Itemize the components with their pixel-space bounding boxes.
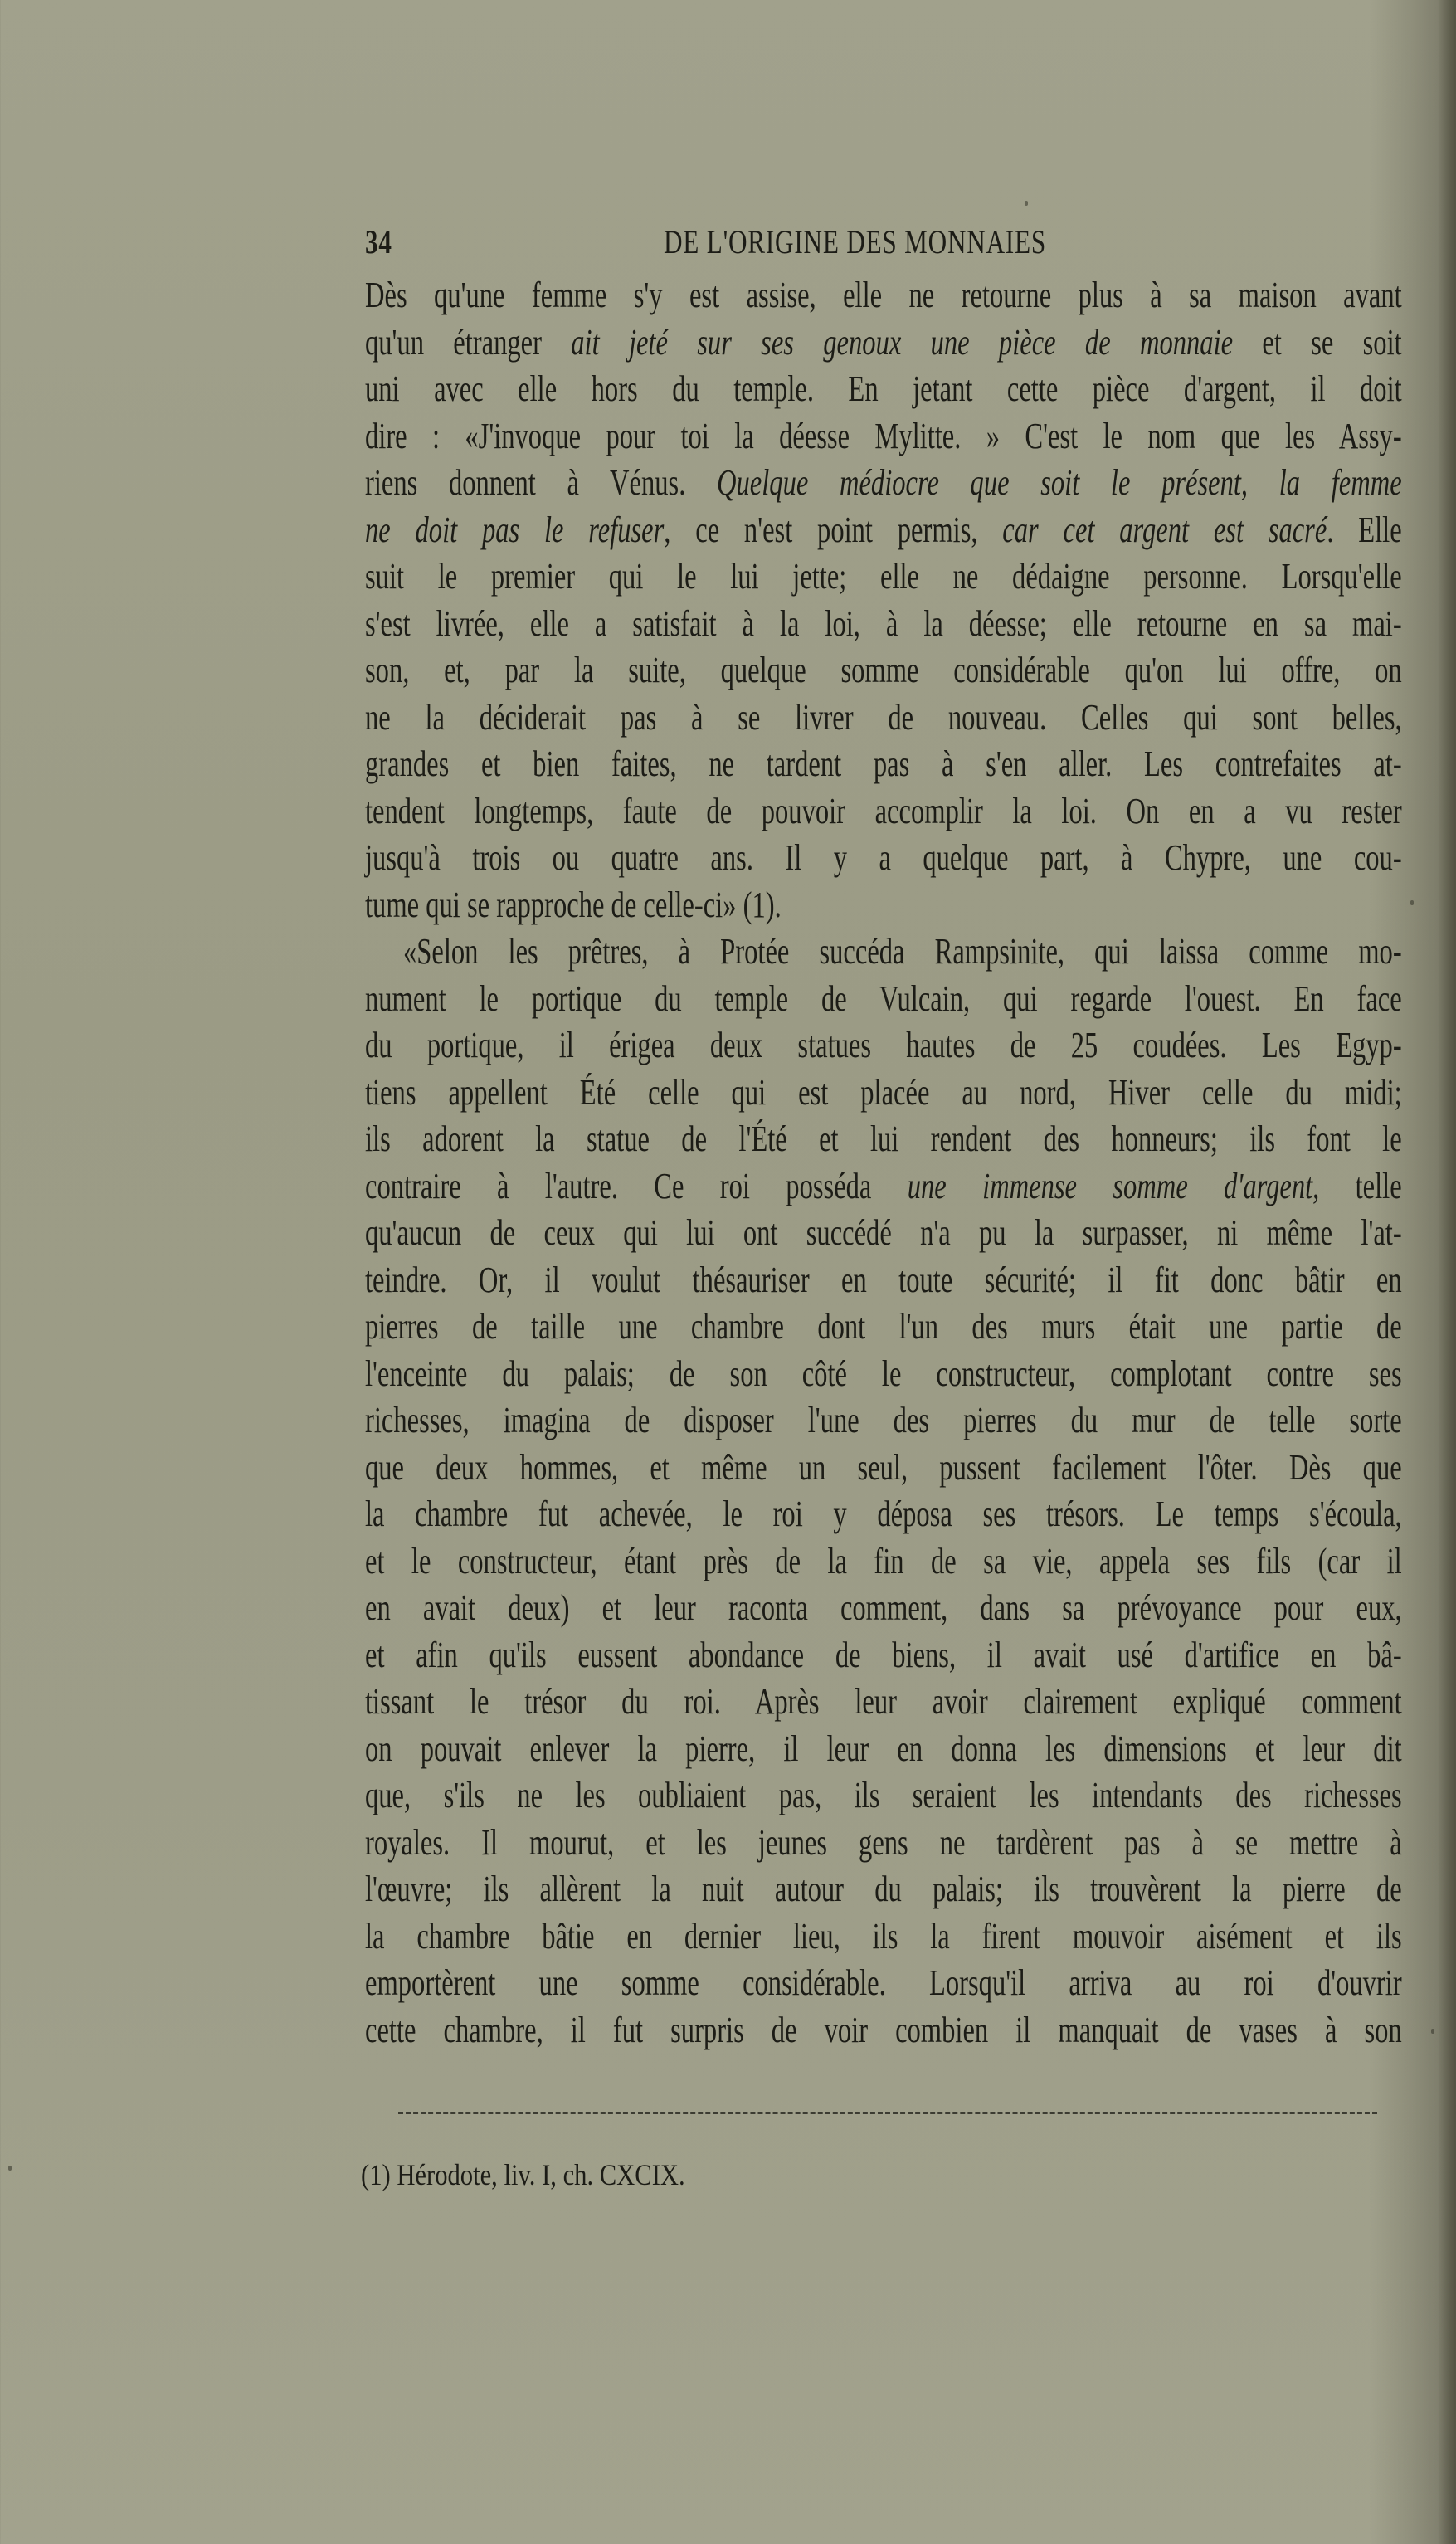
text-line-content [365, 413, 1402, 461]
text-line-content [365, 1445, 1402, 1492]
text-line [365, 1866, 1402, 1913]
text-line [365, 1960, 1402, 2007]
text-line-content [365, 1070, 1402, 1117]
text-line [365, 1210, 1402, 1257]
text-line-content [365, 1913, 1402, 1961]
speck [1431, 2029, 1434, 2034]
text-line [365, 647, 1402, 694]
text-run: emportèrent une somme considérable. Lorsqu'il arriva au roi d'ouvrir [365, 1962, 1402, 2003]
text-line [365, 507, 1402, 554]
text-line-content [365, 694, 1402, 742]
text-line [365, 928, 1402, 976]
text-line [365, 553, 1402, 601]
text-line [365, 741, 1402, 788]
text-run: la chambre fut achevée, le roi y déposa ses trésors. Le temps s'écoula, [365, 1494, 1402, 1534]
text-line-content [365, 1257, 1402, 1304]
text-run: riens donnent à Vénus. [365, 462, 718, 503]
text-run: son, et, par la suite, quelque somme considérable qu'on lui offre, on [365, 650, 1402, 690]
text-run: richesses, imagina de disposer l'une des pierres du mur de telle sorte [365, 1400, 1402, 1440]
text-line-content [365, 1820, 1402, 1867]
text-line [365, 460, 1402, 507]
text-line-content [365, 1632, 1402, 1679]
text-run: en avait deux) et leur raconta comment, dans sa prévoyance pour eux, [365, 1587, 1402, 1628]
text-line [365, 1022, 1402, 1070]
text-run: qu'aucun de ceux qui lui ont succédé n'a pu la surpasser, ni même l'at- [365, 1212, 1402, 1253]
text-line-content [365, 788, 1402, 836]
text-run: dire : «J'invoque pour toi la déesse Mylitte. » C'est le nom que les Assy- [365, 415, 1402, 456]
text-run: jusqu'à trois ou quatre ans. Il y a quelque part, à Chypre, une cou- [365, 837, 1402, 878]
text-line [365, 976, 1402, 1023]
text-line-content [365, 601, 1402, 648]
text-run: Dès qu'une femme s'y est assise, elle ne retourne plus à sa maison avant [365, 275, 1402, 315]
text-line-content [365, 1116, 1402, 1163]
text-line-content [365, 366, 1402, 413]
text-line-content [365, 2007, 1402, 2054]
text-run: teindre. Or, il voulut thésauriser en toute sécurité; il fit donc bâtir en [365, 1259, 1402, 1300]
text-line-content [365, 1679, 1402, 1726]
text-line-content [365, 272, 1402, 319]
text-line [365, 1445, 1402, 1492]
text-line [365, 413, 1402, 461]
text-line-content [365, 1726, 1402, 1773]
footnote-rule [398, 2112, 1377, 2114]
text-run: . Elle [1327, 509, 1402, 550]
text-line-content [365, 507, 1402, 554]
text-run: que deux hommes, et même un seul, pussent facilement l'ôter. Dès que [365, 1446, 1402, 1488]
text-run: et le constructeur, étant près de la fin de sa vie, appela ses fils (car il [365, 1540, 1402, 1581]
text-run: tume qui se rapproche de celle-ci» (1). [365, 884, 782, 925]
text-run: tendent longtemps, faute de pouvoir accomplir la loi. On en a vu rester [365, 790, 1402, 831]
text-line-content [365, 1960, 1402, 2007]
text-run: , telle [1312, 1165, 1402, 1206]
text-run: qu'un étranger [365, 321, 572, 363]
speck [8, 2166, 12, 2171]
italic-run: ne doit pas le refuser [365, 509, 665, 550]
text-line-content [365, 1772, 1402, 1820]
text-line-content [365, 460, 1402, 507]
text-line-content [365, 882, 1402, 929]
text-line [365, 1632, 1402, 1679]
text-run: nument le portique du temple de Vulcain, qui regarde l'ouest. En face [365, 977, 1402, 1019]
text-run: et afin qu'ils eussent abondance de biens, il avait usé d'artifice en bâ- [365, 1634, 1402, 1675]
text-line [365, 1538, 1402, 1586]
text-line [365, 601, 1402, 648]
italic-run: ait jeté sur ses genoux une pièce de monnaie [571, 321, 1234, 363]
text-line [365, 835, 1402, 882]
running-head [365, 222, 1402, 272]
text-line-content [365, 553, 1402, 601]
text-line-content [365, 1210, 1402, 1257]
text-run: pierres de taille une chambre dont l'un des murs était une partie de [365, 1306, 1402, 1347]
italic-run: une immense somme d'argent [907, 1165, 1313, 1206]
text-run: l'enceinte du palais; de son côté le constructeur, complotant contre ses [365, 1352, 1402, 1394]
italic-run: car cet argent est sacré [1002, 509, 1327, 550]
speck [1025, 201, 1028, 206]
text-line-content [365, 1538, 1402, 1586]
text-line [365, 272, 1402, 319]
text-line [365, 1679, 1402, 1726]
text-line-content [365, 1491, 1402, 1538]
text-run: ne la déciderait pas à se livrer de nouveau. Celles qui sont belles, [365, 696, 1402, 738]
text-line-content [365, 319, 1402, 367]
speck [1410, 900, 1414, 905]
text-run: royales. Il mourut, et les jeunes gens ne tardèrent pas à se mettre à [365, 1821, 1402, 1863]
text-run: grandes et bien faites, ne tardent pas à s'en aller. Les contrefaites at- [365, 743, 1402, 784]
book-page [365, 222, 1402, 2054]
text-line [365, 1820, 1402, 1867]
text-line-content [365, 1351, 1402, 1398]
text-line [365, 1726, 1402, 1773]
text-line [365, 1491, 1402, 1538]
text-line [365, 1304, 1402, 1351]
text-line [365, 366, 1402, 413]
text-line-content [365, 1866, 1402, 1913]
body-text [365, 272, 1402, 2054]
text-line-content [365, 741, 1402, 788]
page-number: 34 [365, 223, 392, 261]
text-line-content [365, 835, 1402, 882]
text-line [365, 882, 1402, 929]
text-line [365, 1913, 1402, 1961]
text-line [365, 1397, 1402, 1445]
running-head-title: DE L'ORIGINE DES MONNAIES [664, 223, 1047, 261]
text-run: et se soit [1233, 321, 1402, 363]
text-line [365, 1585, 1402, 1632]
text-run: , ce n'est point permis, [664, 509, 1003, 550]
text-run: on pouvait enlever la pierre, il leur en donna les dimensions et leur dit [365, 1728, 1402, 1769]
italic-run: Quelque médiocre que soit le présent, la femme [717, 462, 1402, 503]
text-line [365, 1116, 1402, 1163]
text-line-content [365, 1397, 1402, 1445]
text-line [365, 1163, 1402, 1211]
footnote: (1) Hérodote, liv. I, ch. CXCIX. [361, 2158, 685, 2191]
text-line-content [365, 976, 1402, 1023]
text-line-content [403, 928, 1402, 976]
text-line-content [365, 1304, 1402, 1351]
text-run: que, s'ils ne les oubliaient pas, ils seraient les intendants des richesses [365, 1775, 1402, 1815]
text-run: la chambre bâtie en dernier lieu, ils la firent mouvoir aisément et ils [365, 1915, 1402, 1957]
text-run: contraire à l'autre. Ce roi posséda [365, 1165, 908, 1206]
text-run: uni avec elle hors du temple. En jetant cette pièce d'argent, il doit [365, 368, 1402, 409]
text-line [365, 1070, 1402, 1117]
text-line [365, 1257, 1402, 1304]
text-run: l'œuvre; ils allèrent la nuit autour du palais; ils trouvèrent la pierre de [365, 1869, 1402, 1909]
text-line [365, 788, 1402, 836]
text-line-content [365, 1585, 1402, 1632]
text-line [365, 1351, 1402, 1398]
text-run: ils adorent la statue de l'Été et lui rendent des honneurs; ils font le [365, 1118, 1402, 1159]
text-run: «Selon les prêtres, à Protée succéda Rampsinite, qui laissa comme mo- [403, 931, 1402, 972]
text-line [365, 1772, 1402, 1820]
text-line-content [365, 1022, 1402, 1070]
text-line-content [365, 1163, 1402, 1211]
text-run: tissant le trésor du roi. Après leur avoir clairement expliqué comment [365, 1681, 1402, 1722]
text-run: s'est livrée, elle a satisfait à la loi, à la déesse; elle retourne en sa mai- [365, 602, 1402, 644]
text-run: cette chambre, il fut surpris de voir combien il manquait de vases à son [365, 2009, 1402, 2050]
text-line-content [365, 647, 1402, 694]
text-line [365, 319, 1402, 367]
text-line [365, 694, 1402, 742]
text-run: du portique, il érigea deux statues hautes de 25 coudées. Les Egyp- [365, 1025, 1402, 1065]
text-run: suit le premier qui le lui jette; elle ne dédaigne personne. Lorsqu'elle [365, 556, 1402, 597]
text-run: tiens appellent Été celle qui est placée au nord, Hiver celle du midi; [365, 1071, 1402, 1113]
page-gutter-shadow [1438, 0, 1456, 2544]
text-line [365, 2007, 1402, 2054]
